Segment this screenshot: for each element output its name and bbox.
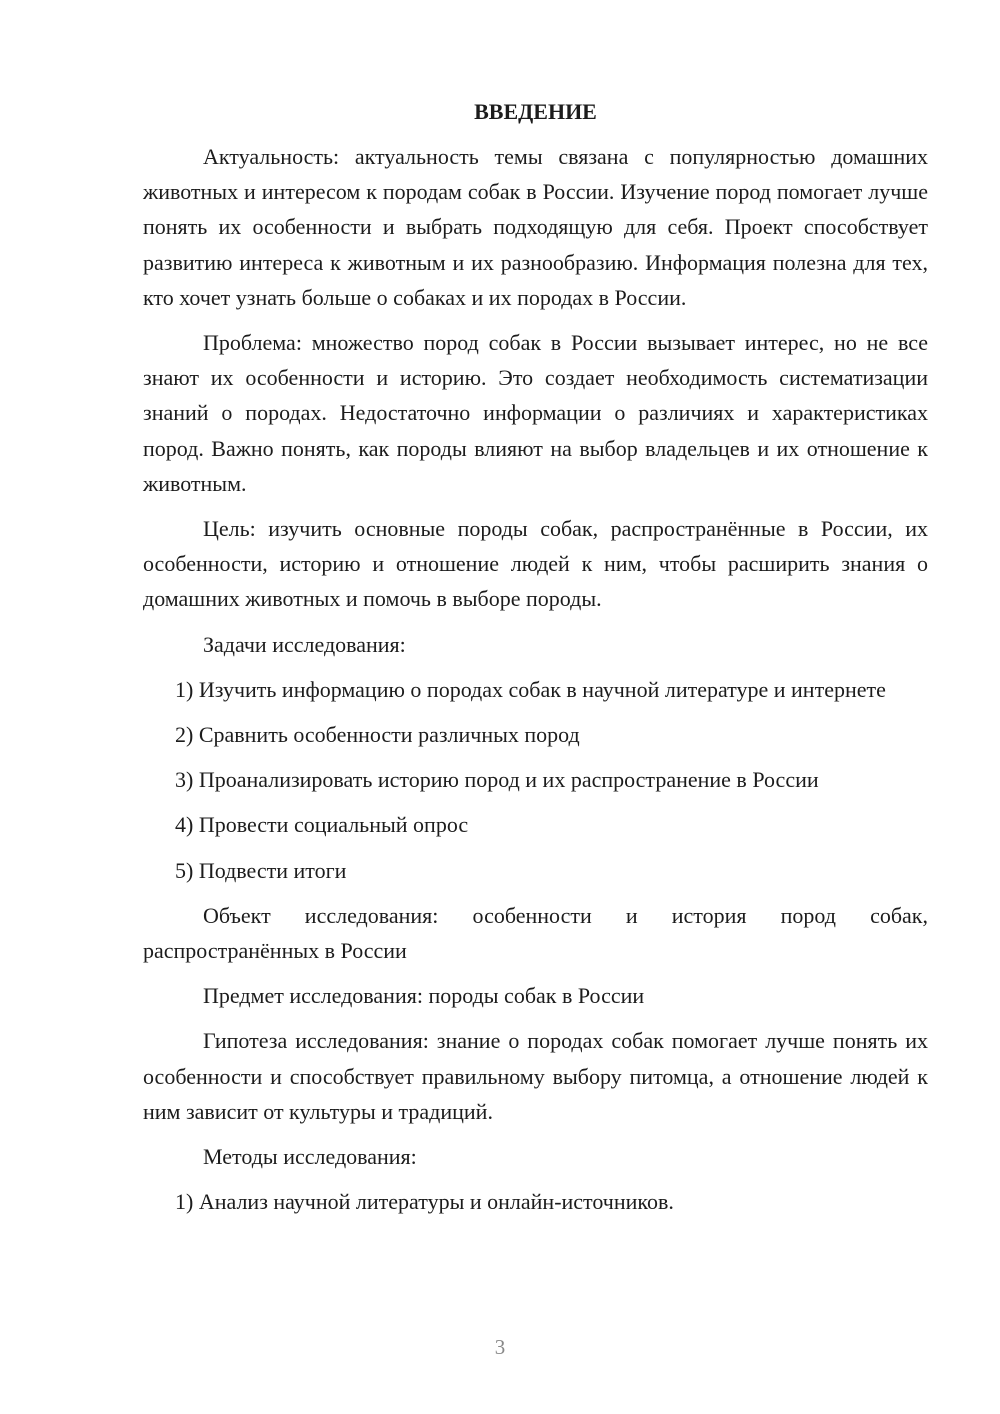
document-page [143,94,928,1219]
task-item: 4) Провести социальный опрос [175,812,469,838]
method-item: 1) Анализ научной литературы и онлайн-источников. [175,1189,674,1215]
task-item: 5) Подвести итоги [175,857,347,883]
page-number: 3 [494,1335,506,1359]
methods-heading: Методы исследования: [203,1144,417,1170]
task-item: 2) Сравнить особенности различных пород [175,722,580,748]
task-item: 3) Проанализировать историю пород и их распространение в России [175,767,819,793]
relevance-paragraph: Актуальность: актуальность темы связана с популярностью домашних животных и интересом к породам собак в России. Изучение пород помогает лучше понять их особенности и выбрать подходящую для себя. Проект способствует развитию интереса к животным и их разнообразию. Информация полезна для тех, кто хочет узнать больше о собаках и их породах в России. [143,144,928,310]
task-item: 1) Изучить информацию о породах собак в научной литературе и интернете [175,676,886,702]
subject-paragraph: Предмет исследования: породы собак в России [203,983,645,1009]
tasks-heading: Задачи исследования: [203,631,406,657]
hypothesis-paragraph: Гипотеза исследования: знание о породах собак помогает лучше понять их особенности и способствует правильному выбору питомца, а отношение людей к ним зависит от культуры и традиций. [143,1028,928,1124]
problem-paragraph: Проблема: множество пород собак в России вызывает интерес, но не все знают их особенности и историю. Это создает необходимость систематизации знаний о породах. Недостаточно информации о различиях и характеристиках пород. Важно понять, как породы влияют на выбор владельцев и их отношение к животным. [143,330,928,496]
goal-paragraph: Цель: изучить основные породы собак, распространённые в России, их особенности, историю и отношение людей к ним, чтобы расширить знания о домашних животных и помочь в выборе породы. [143,516,928,612]
object-paragraph: Объект исследования: особенности и история пород собак, распространённых в России [143,902,928,964]
section-title: ВВЕДЕНИЕ [474,99,597,124]
